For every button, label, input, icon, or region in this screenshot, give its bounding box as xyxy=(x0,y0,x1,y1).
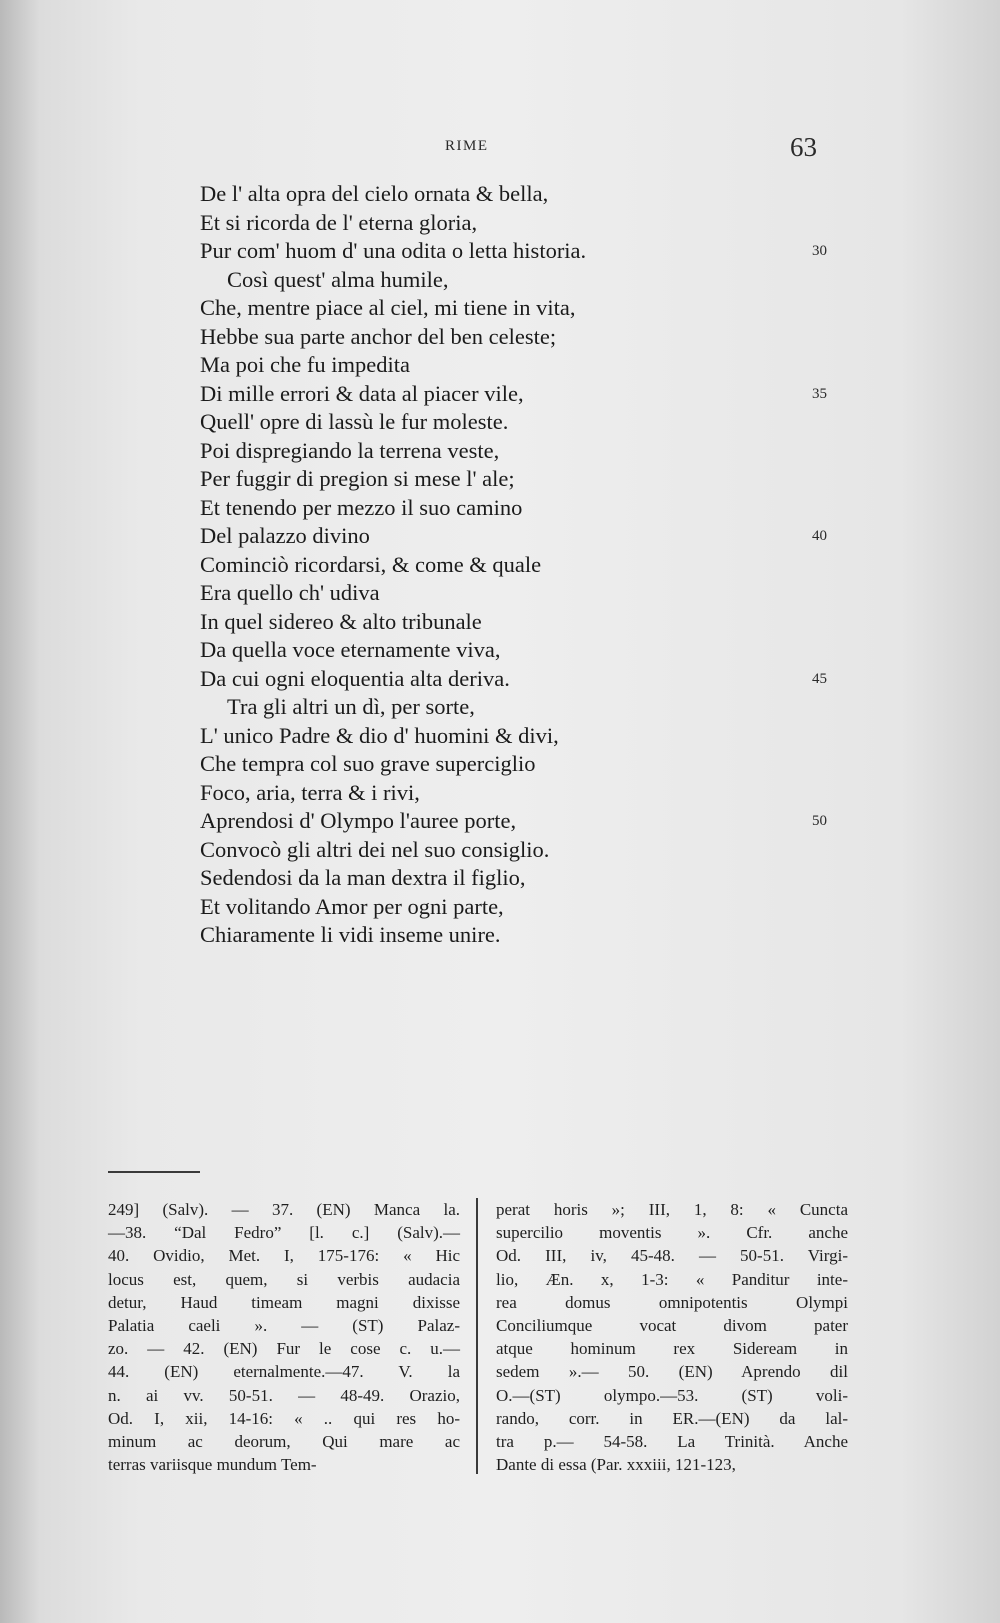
running-header: RIME xyxy=(445,138,489,154)
verse-line: Da quella voce eternamente viva, xyxy=(200,637,501,662)
line-number: 35 xyxy=(812,385,827,402)
verse-line: Così quest' alma humile, xyxy=(227,266,449,292)
verse-line: Da cui ogni eloquentia alta deriva. xyxy=(200,665,510,691)
verse-line: Et volitando Amor per ogni parte, xyxy=(200,893,504,919)
line-number: 45 xyxy=(812,670,827,687)
footnote-line: tra p.— 54-58. La Trinità. Anche xyxy=(496,1431,848,1451)
verse-line: Del palazzo divino xyxy=(200,523,370,548)
verse-line: Sedendosi da la man dextra il figlio, xyxy=(200,865,526,890)
footnote-line: terras variisque mundum Tem- xyxy=(108,1455,317,1475)
verse-line: Era quello ch' udiva xyxy=(200,580,380,605)
footnote-line: O.—(ST) olympo.—53. (ST) voli- xyxy=(496,1385,848,1405)
verse-line: Hebbe sua parte anchor del ben celeste; xyxy=(200,323,557,349)
footnote-rule xyxy=(108,1171,200,1173)
footnote-line: n. ai vv. 50-51. — 48-49. Orazio, xyxy=(108,1385,460,1405)
verse-line: Cominciò ricordarsi, & come & quale xyxy=(200,551,542,577)
verse-line: Et si ricorda de l' eterna gloria, xyxy=(200,209,478,235)
verse-line: Tra gli altri un dì, per sorte, xyxy=(227,694,475,719)
verse-line: L' unico Padre & dio d' huomini & divi, xyxy=(200,722,559,748)
bleed-through-mark xyxy=(112,205,116,227)
footnote-line: locus est, quem, si verbis audacia xyxy=(108,1269,460,1289)
footnote-line: Od. III, iv, 45-48. — 50-51. Virgi- xyxy=(496,1246,848,1266)
page-number: 63 xyxy=(790,132,817,162)
verse-line: De l' alta opra del cielo ornata & bella, xyxy=(200,181,549,206)
footnote-line: atque hominum rex Sideream in xyxy=(496,1339,848,1359)
line-number: 50 xyxy=(812,813,827,829)
verse-line: Ma poi che fu impedita xyxy=(200,352,410,377)
verse-line: Quell' opre di lassù le fur moleste. xyxy=(200,409,509,434)
poem-text xyxy=(200,180,760,950)
footnote-line: Dante di essa (Par. xxxiii, 121-123, xyxy=(496,1455,736,1475)
footnote-line: 40. Ovidio, Met. I, 175-176: « Hic xyxy=(108,1246,460,1266)
footnote-line: lio, Æn. x, 1-3: « Panditur inte- xyxy=(496,1269,848,1289)
verse-line: Pur com' huom d' una odita o letta historia. xyxy=(200,238,587,263)
verse-line: Per fuggir di pregion si mese l' ale; xyxy=(200,466,515,491)
footnote-line: 249] (Salv). — 37. (EN) Manca la. xyxy=(108,1200,460,1219)
footnotes-left-column xyxy=(108,1198,460,1476)
footnote-column-divider xyxy=(476,1198,478,1474)
footnote-line: perat horis »; III, 1, 8: « Cuncta xyxy=(496,1200,848,1219)
verse-line: Convocò gli altri dei nel suo consiglio. xyxy=(200,836,550,862)
verse-line: Chiaramente li vidi inseme unire. xyxy=(200,922,501,947)
line-number: 30 xyxy=(812,243,827,259)
footnote-line: 44. (EN) eternalmente.—47. V. la xyxy=(108,1362,460,1382)
verse-line: In quel sidereo & alto tribunale xyxy=(200,608,482,634)
verse-line: Di mille errori & data al piacer vile, xyxy=(200,380,524,406)
footnote-line: sedem ».— 50. (EN) Aprendo dil xyxy=(496,1362,848,1382)
footnote-line: rando, corr. in ER.—(EN) da lal- xyxy=(496,1408,848,1428)
footnote-line: —38. “Dal Fedro” [l. c.] (Salv).— xyxy=(108,1223,460,1243)
footnote-line: Conciliumque vocat divom pater xyxy=(496,1315,848,1335)
footnote-line: supercilio moventis ». Cfr. anche xyxy=(496,1223,848,1243)
verse-line: Et tenendo per mezzo il suo camino xyxy=(200,494,523,520)
line-number: 40 xyxy=(812,528,827,544)
footnote-line: rea domus omnipotentis Olympi xyxy=(496,1292,848,1312)
verse-line: Che, mentre piace al ciel, mi tiene in vita, xyxy=(200,295,576,320)
footnotes-right-column xyxy=(496,1198,848,1476)
footnote-line: detur, Haud timeam magni dixisse xyxy=(108,1292,460,1312)
footnote-line: minum ac deorum, Qui mare ac xyxy=(108,1431,460,1451)
footnote-line: Od. I, xii, 14-16: « .. qui res ho- xyxy=(108,1408,460,1428)
verse-line: Che tempra col suo grave superciglio xyxy=(200,751,536,776)
footnote-line: Palatia caeli ». — (ST) Palaz- xyxy=(108,1315,460,1335)
verse-line: Aprendosi d' Olympo l'auree porte, xyxy=(200,808,517,833)
verse-line: Foco, aria, terra & i rivi, xyxy=(200,779,420,805)
verse-line: Poi dispregiando la terrena veste, xyxy=(200,437,500,463)
footnote-line: zo. — 42. (EN) Fur le cose c. u.— xyxy=(108,1339,460,1359)
